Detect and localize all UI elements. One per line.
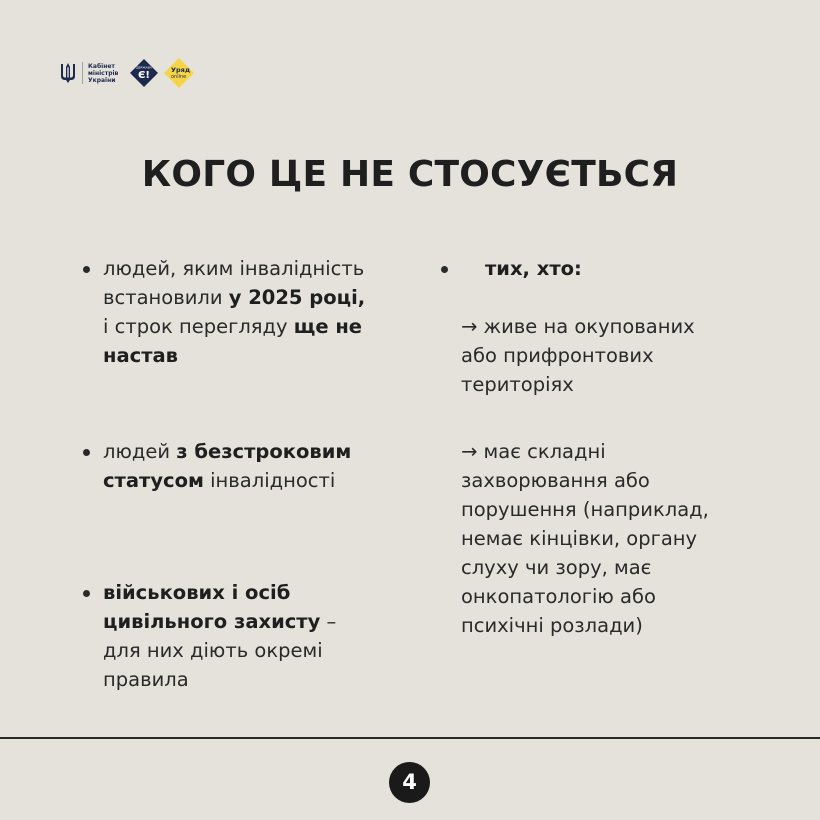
uriad-subtitle: online (171, 74, 187, 80)
page-title: КОГО ЦЕ НЕ СТОСУЄТЬСЯ (141, 154, 679, 195)
list-item (103, 254, 365, 370)
item-text-bold: цивільного захисту (103, 610, 321, 633)
item-line: психічні розлади) (461, 614, 643, 637)
item-text: правила (103, 668, 189, 691)
list-item (103, 578, 336, 694)
logo-bar (60, 56, 195, 90)
item-line (103, 665, 336, 694)
logo-divider (82, 62, 83, 84)
item-line: порушення (наприклад, (461, 498, 709, 521)
item-line (103, 254, 365, 283)
item-text: – (320, 610, 337, 633)
item-text: інвалідності (203, 469, 336, 492)
diia-mark-text: Є! (138, 70, 150, 81)
item-text: людей, яким інвалідність (103, 257, 365, 280)
item-line: онкопатологію або (461, 585, 656, 608)
item-text: для них діють окремі (103, 639, 323, 662)
arrow-item (461, 437, 709, 640)
cabinet-line-2: міністрів (88, 69, 119, 77)
item-line (103, 607, 336, 636)
bullet-icon (83, 449, 90, 456)
uriad-title: Уряд (171, 66, 191, 74)
item-line (103, 312, 365, 341)
item-text-bold: з безстроковим (176, 440, 352, 463)
item-text: і строк перегляду (103, 315, 294, 338)
item-text-bold: ще не (293, 315, 363, 338)
item-line (103, 437, 351, 466)
cabinet-line-3: України (88, 76, 116, 84)
item-line (103, 466, 351, 495)
item-text-bold: статусом (103, 469, 204, 492)
bullet-icon (83, 590, 90, 597)
item-line (103, 283, 365, 312)
footer-divider (0, 737, 820, 739)
item-line: територіях (461, 373, 574, 396)
list-item (103, 437, 351, 495)
item-line: немає кінцівки, органу (461, 527, 698, 550)
diia-logo (129, 58, 159, 88)
bullet-icon (83, 266, 90, 273)
item-line: → живе на окупованих (461, 315, 695, 338)
item-text-bold: настав (103, 344, 178, 367)
right-heading-item (461, 254, 582, 283)
arrow-item (461, 312, 695, 399)
uriad-online-logo (163, 57, 195, 89)
item-text: людей (103, 440, 177, 463)
item-line (103, 341, 365, 370)
cabinet-logo-text (88, 63, 126, 84)
cabinet-line-1: Кабінет (88, 62, 115, 70)
item-line (103, 578, 336, 607)
item-line (461, 254, 582, 283)
item-text: встановили (103, 286, 229, 309)
bullet-icon (441, 266, 448, 273)
right-column-heading: тих, хто: (485, 257, 582, 280)
item-line: → має складні (461, 440, 606, 463)
diia-small-text: ДЕРЖАВА (136, 65, 152, 70)
item-line (103, 636, 336, 665)
trident-icon (60, 62, 76, 84)
item-text-bold: військових і осіб (103, 581, 291, 604)
page-number-badge: 4 (389, 762, 430, 803)
item-line: захворювання або (461, 469, 650, 492)
item-line: або прифронтових (461, 344, 654, 367)
item-line: слуху чи зору, має (461, 556, 652, 579)
item-text-bold: у 2025 році, (228, 286, 366, 309)
